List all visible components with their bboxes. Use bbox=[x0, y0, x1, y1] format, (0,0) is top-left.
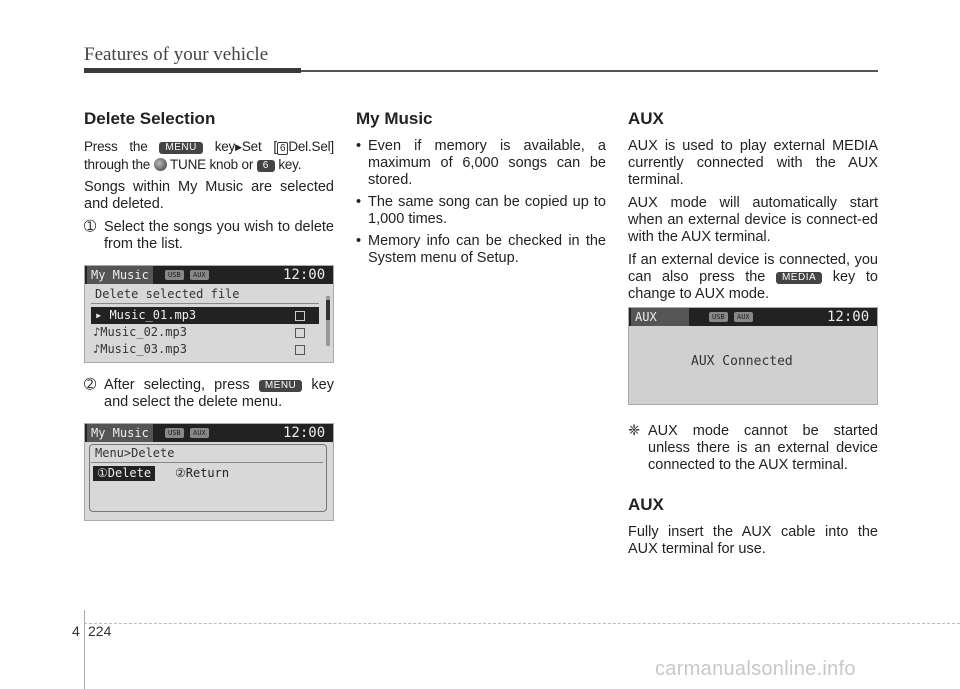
scrollbar[interactable] bbox=[326, 296, 330, 346]
checkbox[interactable] bbox=[295, 311, 305, 321]
menu-key-badge: MENU bbox=[259, 380, 302, 392]
screen-title: My Music bbox=[87, 424, 153, 442]
footer-divider bbox=[84, 610, 85, 689]
return-option[interactable]: ②Return bbox=[175, 466, 230, 480]
section-heading: AUX bbox=[628, 109, 664, 128]
clock: 12:00 bbox=[283, 425, 326, 441]
bullet-item: • Memory info can be checked in the System menu of Setup. bbox=[356, 233, 606, 266]
aux-paragraph-1: AUX is used to play external MEDIA currently connected with the AUX terminal. bbox=[628, 138, 878, 188]
clock: 12:00 bbox=[283, 267, 326, 283]
music-note-icon: ♪ bbox=[93, 325, 101, 339]
file-row[interactable]: ♪Music_02.mp3 bbox=[91, 324, 319, 341]
screen-delete-file bbox=[84, 265, 334, 363]
key-six-badge: 6 bbox=[257, 160, 275, 172]
column-delete-step2 bbox=[84, 377, 334, 416]
delete-option[interactable]: ①Delete bbox=[93, 466, 155, 481]
note: ❈ AUX mode cannot be started unless there is an external device connected to the AUX terminal. bbox=[628, 423, 878, 473]
aux-paragraph-3: If an external device is connected, you can also press the MEDIA key to change to AUX mode. bbox=[628, 252, 878, 302]
column-delete-selection bbox=[84, 110, 334, 258]
section-number: 4 bbox=[72, 623, 80, 639]
step-2: ➁ After selecting, press MENU key and select the delete menu. bbox=[84, 377, 334, 410]
connection-status: AUX Connected bbox=[691, 354, 793, 369]
column-aux bbox=[628, 110, 878, 309]
boxed-six-badge: 6 bbox=[277, 142, 288, 155]
usb-chip: USB bbox=[165, 270, 184, 280]
footer-rule bbox=[84, 623, 960, 624]
watermark: carmanualsonline.info bbox=[655, 658, 856, 680]
page-number: 224 bbox=[88, 623, 112, 639]
header-bar bbox=[84, 68, 301, 73]
aux-paragraph-4: Fully insert the AUX cable into the AUX terminal for use. bbox=[628, 524, 878, 557]
section-heading: AUX bbox=[628, 495, 664, 514]
aux-chip: AUX bbox=[190, 428, 209, 438]
usb-chip: USB bbox=[709, 312, 728, 322]
music-note-icon: ♪ bbox=[93, 342, 101, 356]
header-rule bbox=[301, 70, 878, 72]
screen-title: AUX bbox=[631, 308, 689, 326]
file-row[interactable]: ♪Music_03.mp3 bbox=[91, 341, 319, 358]
menu-path: Menu>Delete bbox=[95, 446, 175, 460]
header-title: Features of your vehicle bbox=[84, 44, 269, 65]
media-key-badge: MEDIA bbox=[776, 272, 822, 284]
screen-aux-connected bbox=[628, 307, 878, 405]
section-heading: My Music bbox=[356, 109, 433, 128]
aux-paragraph-2: AUX mode will automatically start when an external device is connect-ed with the AUX terminal. bbox=[628, 195, 878, 245]
bullet-item: • The same song can be copied up to 1,000 times. bbox=[356, 194, 606, 227]
screen-title: My Music bbox=[87, 266, 153, 284]
aux-chip: AUX bbox=[190, 270, 209, 280]
aux-chip: AUX bbox=[734, 312, 753, 322]
menu-key-badge: MENU bbox=[159, 142, 202, 154]
screen-menu-delete bbox=[84, 423, 334, 521]
section-heading: Delete Selection bbox=[84, 109, 216, 128]
checkbox[interactable] bbox=[295, 345, 305, 355]
intro-paragraph: Press the MENU key▶Set [ 6 Del.Sel] through the TUNE knob or 6 key. bbox=[84, 139, 334, 172]
arrow-right-icon: ▶ bbox=[235, 142, 242, 152]
column-my-music bbox=[356, 110, 606, 272]
file-row[interactable]: ▸ Music_01.mp3 bbox=[91, 307, 319, 324]
usb-chip: USB bbox=[165, 428, 184, 438]
screen-subtitle: Delete selected file bbox=[95, 287, 240, 301]
clock: 12:00 bbox=[827, 309, 870, 325]
description: Songs within My Music are selected and deleted. bbox=[84, 179, 334, 212]
tune-knob-icon bbox=[154, 158, 167, 171]
checkbox[interactable] bbox=[295, 328, 305, 338]
step-1: ➀ Select the songs you wish to delete from the list. bbox=[84, 219, 334, 252]
bullet-item: • Even if memory is available, a maximum of 6,000 songs can be stored. bbox=[356, 138, 606, 188]
note-symbol-icon: ❈ bbox=[628, 423, 641, 439]
column-aux-note bbox=[628, 423, 878, 564]
